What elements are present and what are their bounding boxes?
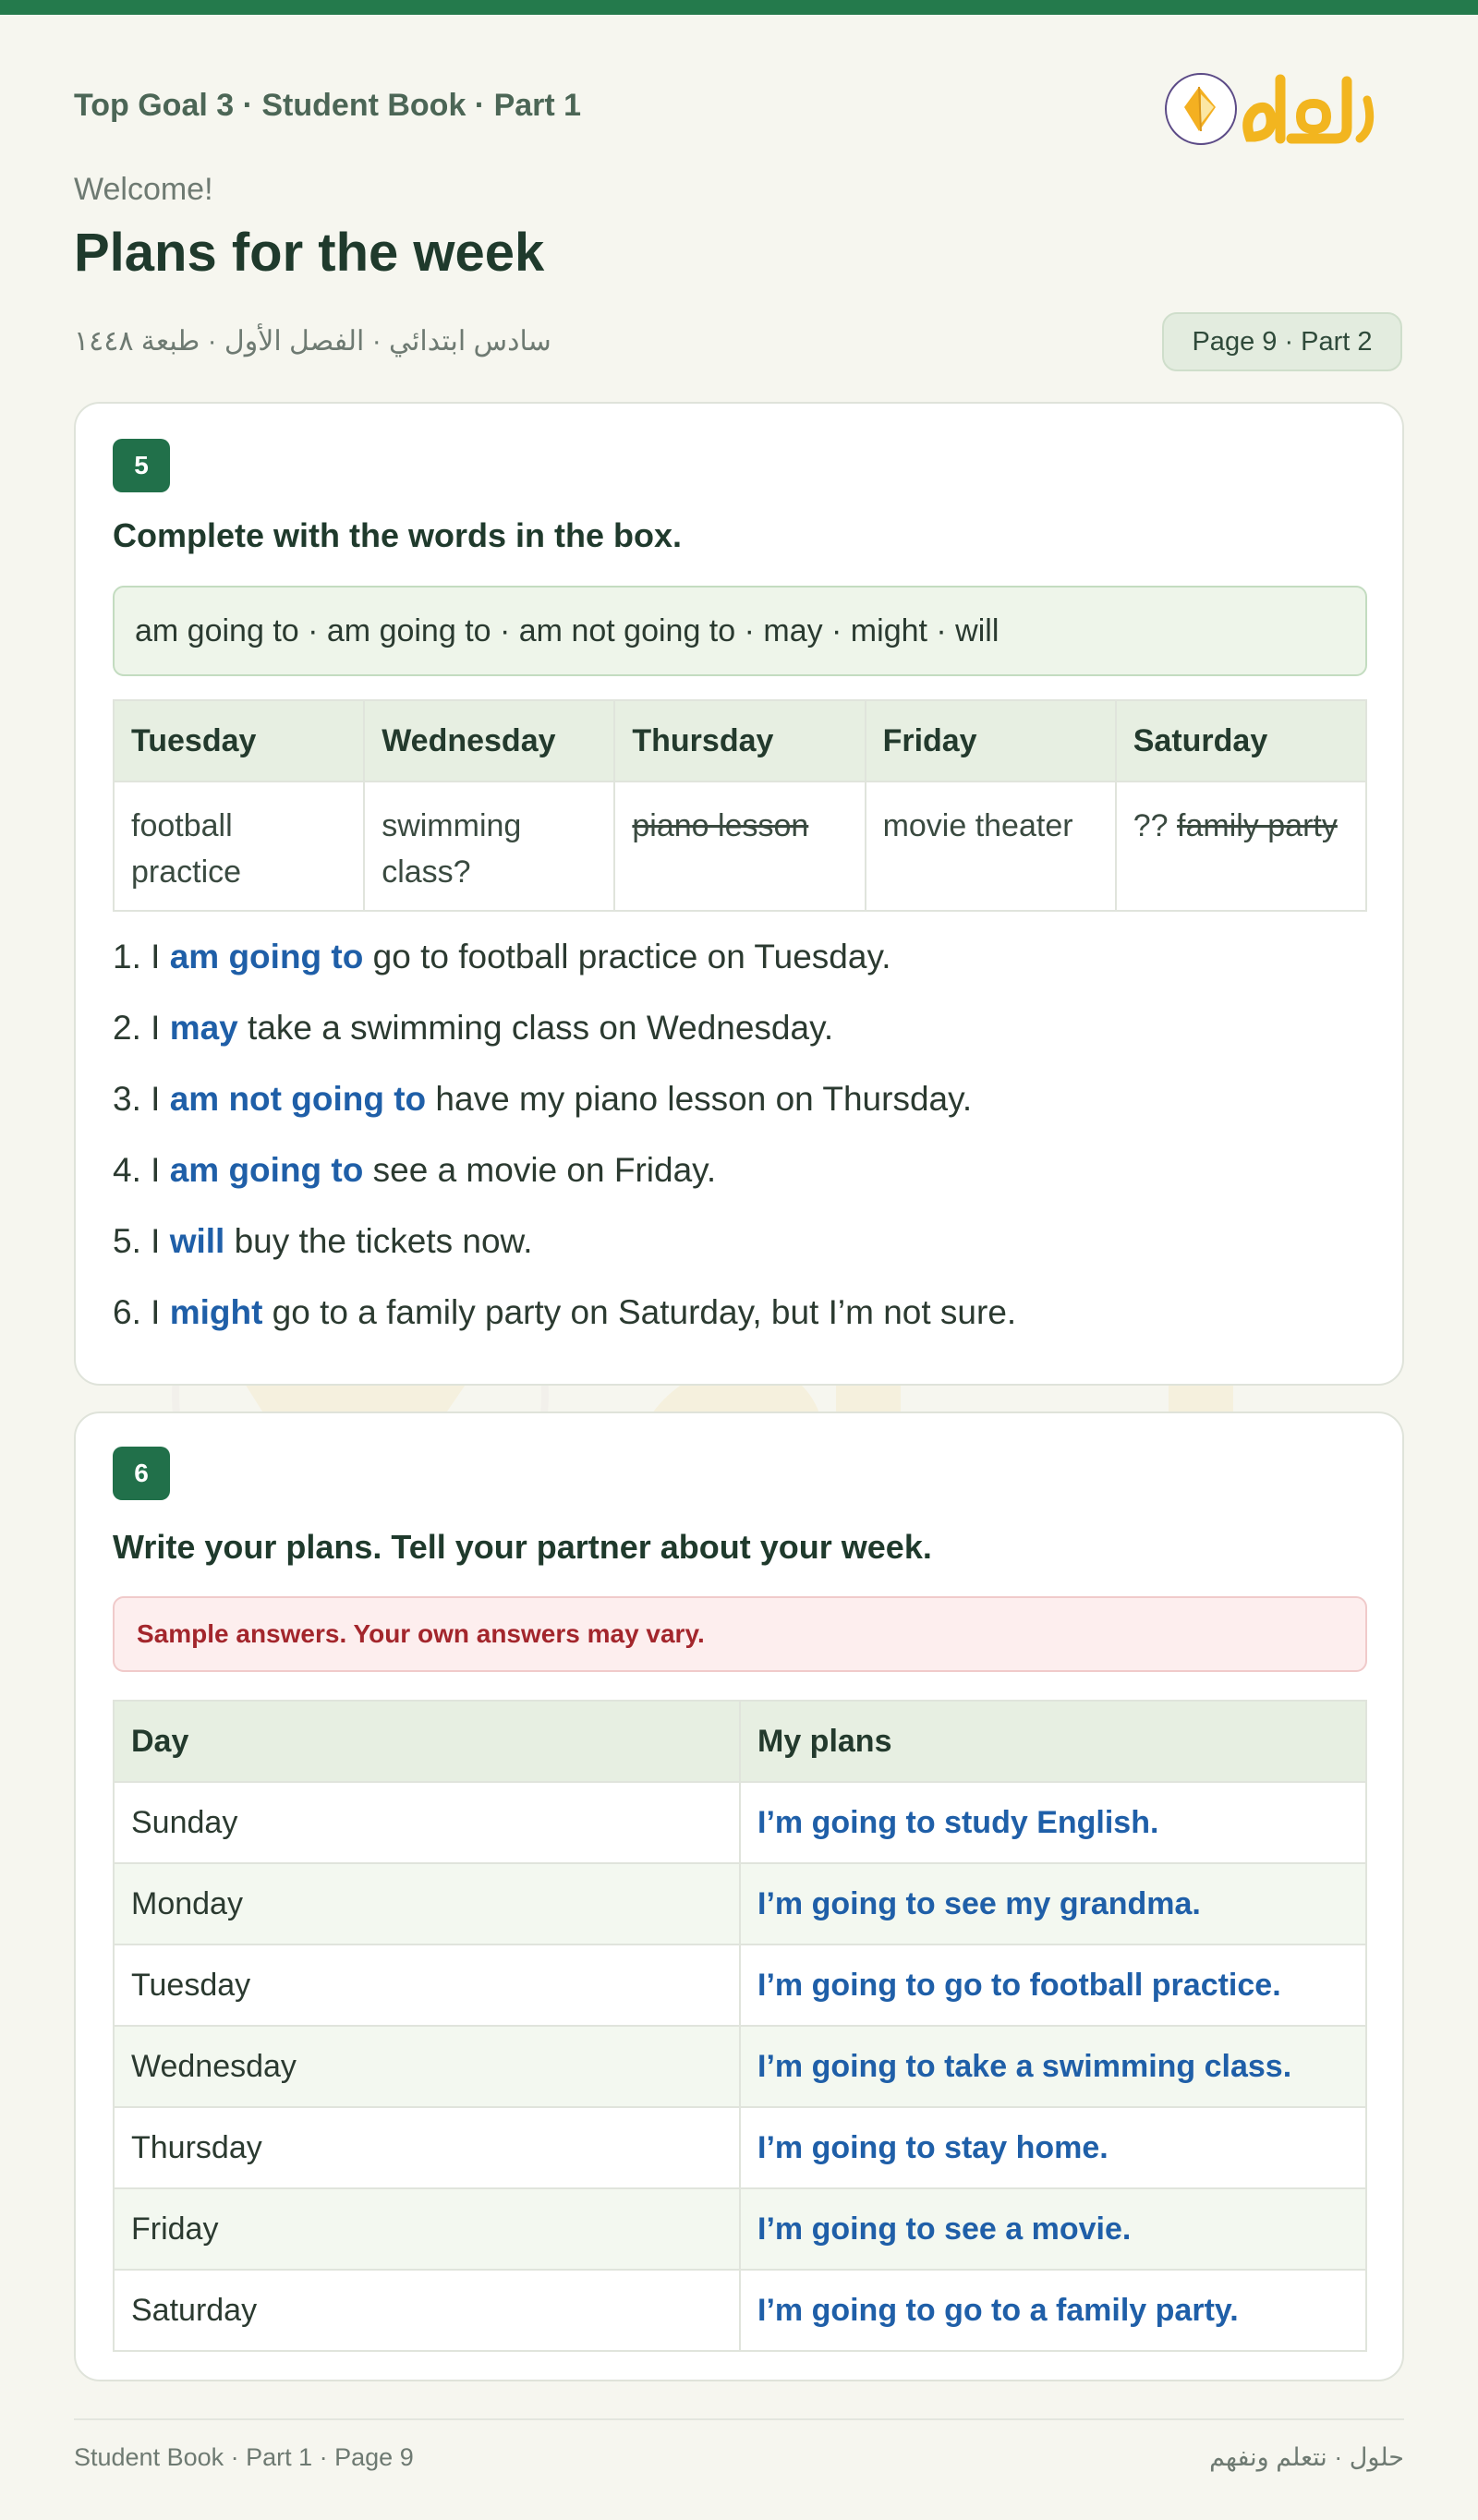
table-header-row xyxy=(114,700,1366,781)
page-title: Plans for the week xyxy=(74,223,545,283)
crossed-out-plan: piano lesson xyxy=(632,808,809,843)
column-header: Wednesday xyxy=(364,700,614,781)
day-cell: Sunday xyxy=(114,1782,740,1863)
plan-cell: I’m going to go to a family party. xyxy=(740,2270,1366,2351)
column-header-day: Day xyxy=(114,1701,740,1782)
table-header-row xyxy=(114,1701,1366,1782)
column-header: Saturday xyxy=(1116,700,1366,781)
table-row xyxy=(114,1782,1366,1863)
exercise-number-badge: 5 xyxy=(113,439,170,492)
column-header-plans: My plans xyxy=(740,1701,1366,1782)
table-row xyxy=(114,1863,1366,1945)
table-row xyxy=(114,2188,1366,2270)
hulul-logo[interactable] xyxy=(1162,63,1393,155)
answer-sentences xyxy=(113,921,1016,1348)
plan-cell: I’m going to see a movie. xyxy=(740,2188,1366,2270)
day-cell: Tuesday xyxy=(114,1945,740,2026)
uncertain-marker: ?? xyxy=(1133,808,1178,843)
answer-text: am going to xyxy=(169,1151,364,1189)
footer-page-info: Student Book · Part 1 · Page 9 xyxy=(74,2443,414,2471)
column-header: Thursday xyxy=(614,700,865,781)
answer-text: may xyxy=(169,1009,238,1047)
plan-wednesday: swimming class? xyxy=(364,781,614,911)
table-row xyxy=(114,781,1366,911)
day-cell: Saturday xyxy=(114,2270,740,2351)
plan-saturday xyxy=(1116,781,1366,911)
book-title: Top Goal 3 · Student Book · Part 1 xyxy=(74,88,582,123)
plan-cell: I’m going to stay home. xyxy=(740,2107,1366,2188)
sentence-item: 1. I am going to go to football practice on Tuesday. xyxy=(113,938,891,975)
table-row xyxy=(114,1945,1366,2026)
column-header: Tuesday xyxy=(114,700,364,781)
sample-answers-note: Sample answers. Your own answers may vary. xyxy=(113,1596,1367,1672)
plan-cell: I’m going to go to football practice. xyxy=(740,1945,1366,2026)
exercise-5-card xyxy=(74,402,1404,1386)
page-badge: Page 9 · Part 2 xyxy=(1162,312,1402,371)
table-row xyxy=(114,2107,1366,2188)
plan-thursday xyxy=(614,781,865,911)
column-header: Friday xyxy=(866,700,1116,781)
plan-cell: I’m going to see my grandma. xyxy=(740,1863,1366,1945)
answer-text: might xyxy=(169,1293,263,1331)
day-cell: Thursday xyxy=(114,2107,740,2188)
welcome-text: Welcome! xyxy=(74,172,213,207)
sentence-item: 5. I will buy the tickets now. xyxy=(113,1222,533,1260)
crossed-out-plan: family party xyxy=(1177,808,1338,843)
my-plans-table xyxy=(113,1700,1367,2352)
exercise-number-badge: 6 xyxy=(113,1447,170,1500)
sentence-item: 4. I am going to see a movie on Friday. xyxy=(113,1151,717,1189)
table-row xyxy=(114,2270,1366,2351)
weekly-plans-table xyxy=(113,699,1367,912)
day-cell: Wednesday xyxy=(114,2026,740,2107)
sentence-item: 3. I am not going to have my piano lesson on Thursday. xyxy=(113,1080,973,1118)
answer-text: will xyxy=(169,1222,225,1260)
day-cell: Monday xyxy=(114,1863,740,1945)
plan-cell: I’m going to take a swimming class. xyxy=(740,2026,1366,2107)
sentence-item: 6. I might go to a family party on Saturday, but I’m not sure. xyxy=(113,1293,1017,1331)
answer-text: am going to xyxy=(169,938,364,975)
exercise-instruction: Write your plans. Tell your partner about your week. xyxy=(113,1528,932,1566)
sentence-item: 2. I may take a swimming class on Wednesday. xyxy=(113,1009,834,1047)
footer-divider xyxy=(74,2418,1404,2420)
top-accent-bar xyxy=(0,0,1478,15)
table-row xyxy=(114,2026,1366,2107)
exercise-instruction: Complete with the words in the box. xyxy=(113,516,683,554)
day-cell: Friday xyxy=(114,2188,740,2270)
footer-brand: حلول · نتعلم ونفهم xyxy=(1209,2443,1404,2471)
arabic-subtitle: سادس ابتدائي · الفصل الأول · طبعة ١٤٤٨ xyxy=(74,326,551,357)
plan-cell: I’m going to study English. xyxy=(740,1782,1366,1863)
plan-friday: movie theater xyxy=(866,781,1116,911)
answer-text: am not going to xyxy=(169,1080,427,1118)
exercise-6-card xyxy=(74,1411,1404,2381)
plan-tuesday: football practice xyxy=(114,781,364,911)
word-box: am going to · am going to · am not going to · may · might · will xyxy=(113,586,1367,676)
